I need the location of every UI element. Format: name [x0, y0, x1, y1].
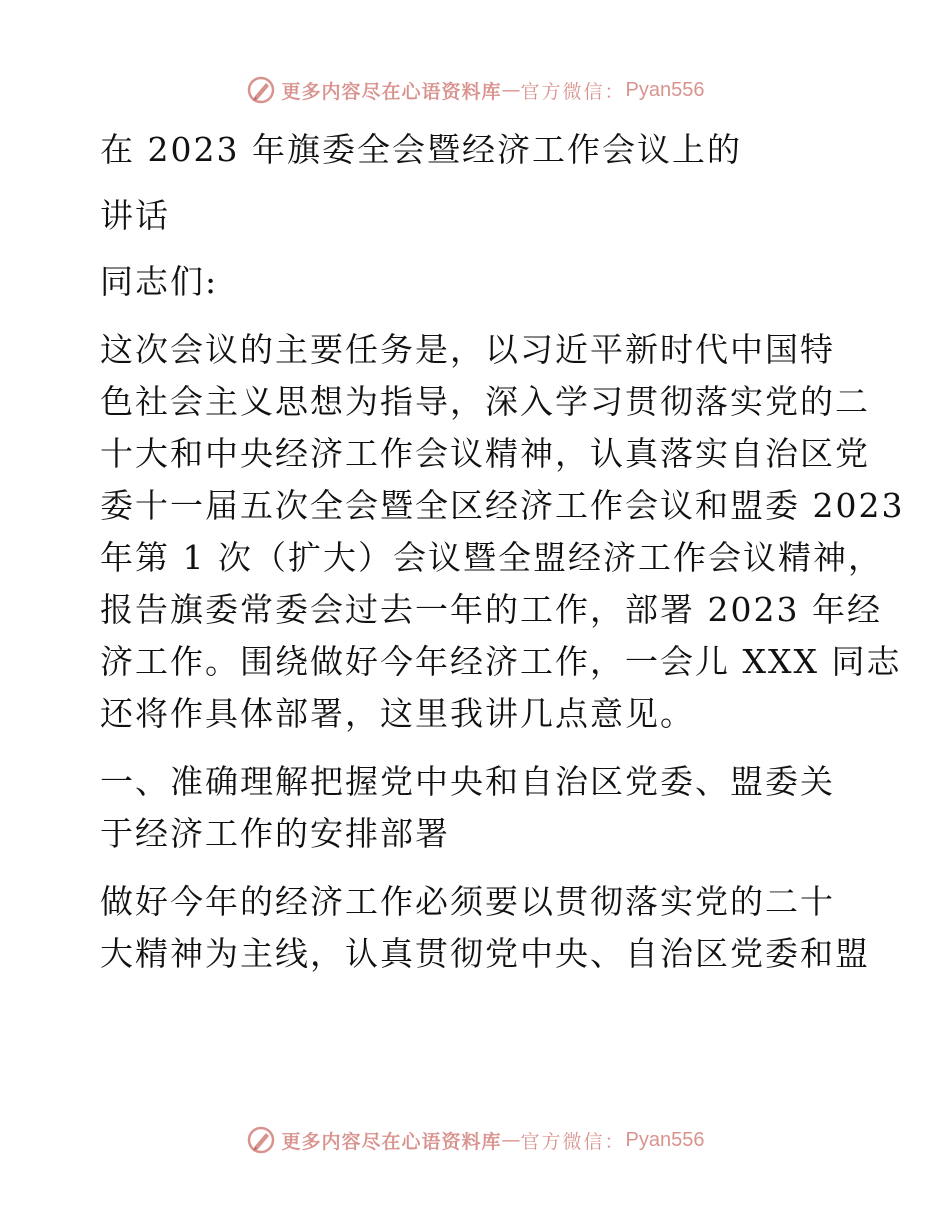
watermark-id: Pyan556: [625, 1128, 705, 1151]
heading-line: 一、准确理解把握党中央和自治区党委、盟委关: [100, 762, 835, 801]
paragraph-line: 色社会主义思想为指导，深入学习贯彻落实党的二: [100, 382, 870, 421]
paragraph-line: 十大和中央经济工作会议精神，认真落实自治区党: [100, 434, 870, 473]
pen-logo-icon: [246, 75, 276, 105]
watermark-label: 官方微信：: [520, 80, 626, 103]
watermark-dash: —: [501, 79, 521, 101]
paragraph-line: 大精神为主线，认真贯彻党中央、自治区党委和盟: [100, 934, 870, 973]
header-watermark: [0, 70, 950, 110]
footer-watermark: [0, 1120, 950, 1160]
paragraph-line: 委十一届五次全会暨全区经济工作会议和盟委 2023: [100, 486, 905, 525]
salutation: 同志们:: [100, 262, 219, 301]
paragraph-2: [100, 876, 870, 980]
section-heading-1: [100, 756, 860, 860]
paragraph-1: [100, 324, 905, 740]
watermark-id: Pyan556: [625, 78, 705, 101]
pen-logo-icon: [246, 1125, 276, 1155]
paragraph-line: 做好今年的经济工作必须要以贯彻落实党的二十: [100, 882, 835, 921]
watermark-brand: 更多内容尽在心语资料库: [281, 80, 502, 103]
heading-line: 于经济工作的安排部署: [100, 814, 450, 853]
paragraph-line: 还将作具体部署，这里我讲几点意见。: [100, 694, 695, 733]
title-line-2: 讲话: [100, 196, 170, 235]
document-body: [100, 124, 905, 980]
paragraph-line: 年第 1 次（扩大）会议暨全盟经济工作会议精神，: [100, 538, 883, 577]
watermark-dash: —: [501, 1129, 521, 1151]
title-line-1: 在 2023 年旗委全会暨经济工作会议上的: [100, 130, 742, 169]
watermark-label: 官方微信：: [520, 1130, 626, 1153]
paragraph-line: 这次会议的主要任务是，以习近平新时代中国特: [100, 330, 835, 369]
watermark-brand: 更多内容尽在心语资料库: [281, 1130, 502, 1153]
paragraph-line: 济工作。围绕做好今年经济工作，一会儿 XXX 同志: [100, 642, 902, 681]
paragraph-line: 报告旗委常委会过去一年的工作，部署 2023 年经: [100, 590, 882, 629]
